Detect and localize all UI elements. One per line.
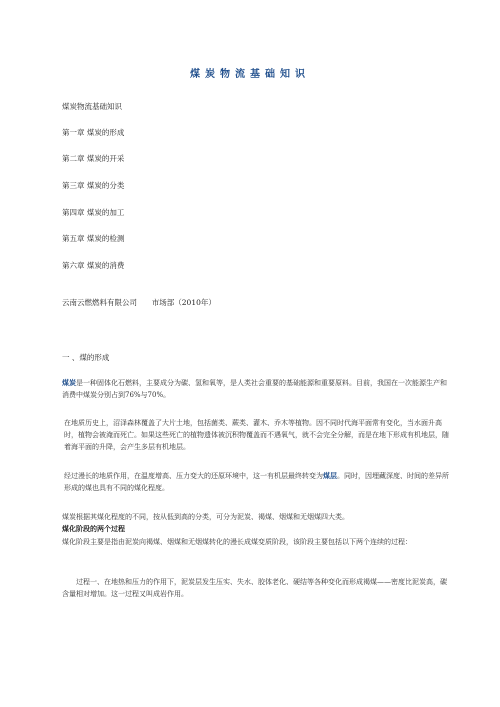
paragraph-4: 煤炭根据其煤化程度的不同，按从低到高的分类，可分为泥炭、褐煤、烟煤和无烟煤四大类。 [62,513,349,521]
paragraph-6: 过程一、在地热和压力的作用下，泥炭层发生压实、失水、胶体老化、硬结等各种变化而形成褐煤——密度比泥炭高，碳含量相对增加。这一过程又叫成岩作用。 [62,578,447,598]
subheading: 煤化阶段的两个过程 [62,524,125,533]
company-name: 云南云燃燃料有限公司 [62,298,137,307]
paragraph-1-text: 是一种固体化石燃料，主要成分为碳、氢和氧等，是人类社会重要的基础能源和重要原料。目前，我国在一次能源生产和消费中煤炭分别占到76%与70%。 [62,379,447,399]
toc-item: 第二章 煤炭的开采 [62,154,125,163]
document-title: 煤炭物流基础知识 [190,69,310,80]
section-heading: 一 、煤的形成 [62,353,110,362]
term-coal-seam: 煤层 [323,471,337,480]
toc-item: 第五章 煤炭的检测 [62,234,125,243]
paragraph-2: 在地质历史上，沼泽森林覆盖了大片土地，包括菌类、蕨类、灌木、乔木等植物。因不同时代海平面常有变化，当水面升高时，植物会被淹而死亡。如果这些死亡的植物遗体被沉积物覆盖而不遇氧气，就不会完全分解，而是在地下形成有机地层，随着海平面的升降，会产生多层有机地层。 [64,419,449,451]
paragraph-3 [62,470,452,494]
paragraph-1 [62,377,450,401]
toc-item: 第六章 煤炭的消费 [62,261,125,270]
term-coal: 煤炭 [62,378,76,387]
paragraph-3-text-b: 。同时，因埋藏深度、时间的差异所形成的煤也具有不同的煤化程度。 [64,472,449,492]
toc-item: 第一章 煤炭的形成 [62,128,125,137]
toc-item: 煤炭物流基础知识 [62,102,122,111]
paragraph-5: 煤化阶段主要是指由泥炭向褐煤、烟煤和无烟煤转化的漫长成煤变质阶段，该阶段主要包括以下两个连续的过程： [62,538,412,546]
toc-item: 第三章 煤炭的分类 [62,181,125,190]
company-line [62,297,216,308]
toc-item: 第四章 煤炭的加工 [62,208,125,217]
paragraph-3-text-a: 经过漫长的地质作用，在温度增高、压力变大的还原环境中，这一有机层最终转变为 [64,472,323,480]
department: 市场部（2010年） [151,298,216,307]
